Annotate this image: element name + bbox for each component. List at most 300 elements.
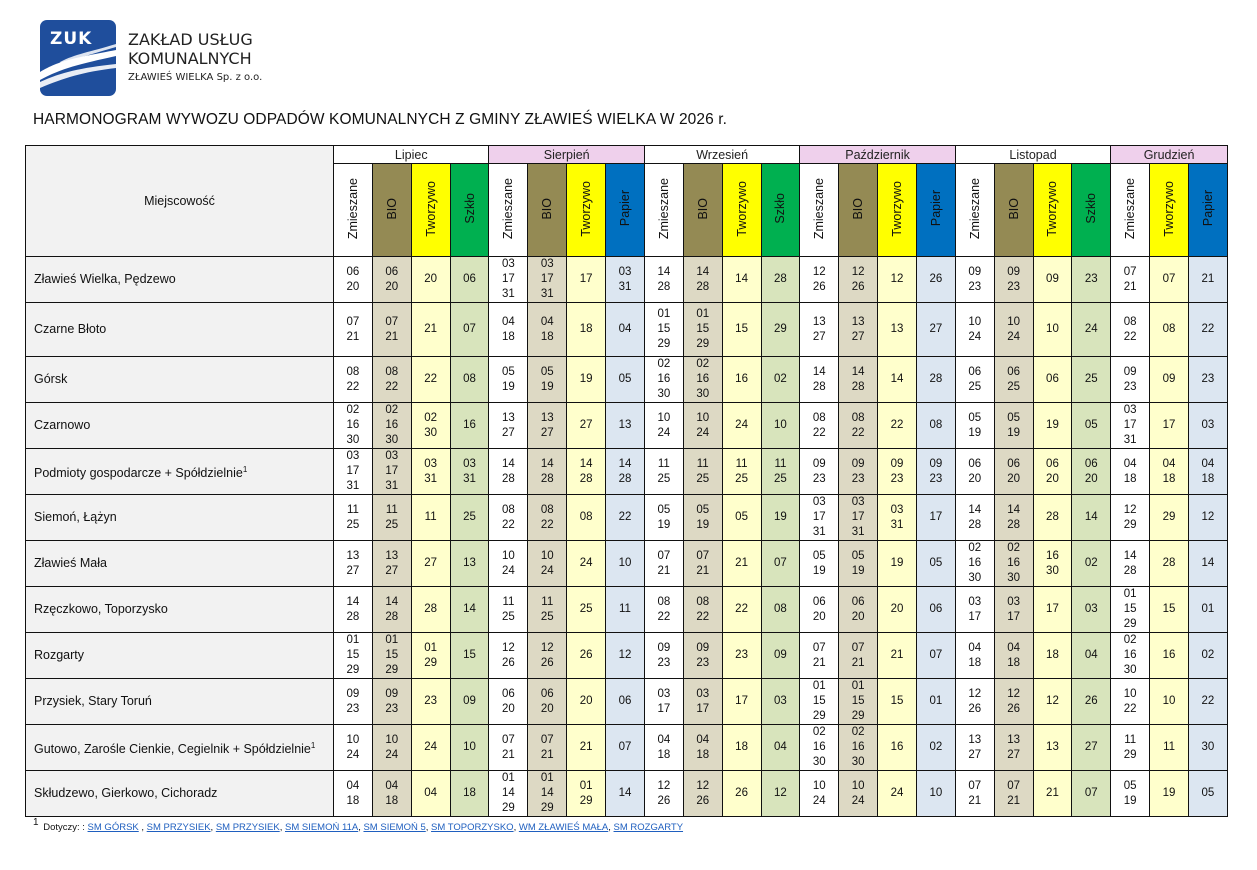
- pickup-day: 27: [385, 564, 399, 577]
- location-header: Miejscowość: [26, 146, 334, 257]
- date-cell-mixed: [334, 449, 373, 495]
- date-cell-bio: [839, 357, 878, 403]
- pickup-day: 23: [1123, 380, 1137, 393]
- location-name: Przysiek, Stary Toruń: [34, 694, 152, 708]
- pickup-day: 16: [851, 741, 865, 753]
- pickup-day: 25: [346, 518, 360, 531]
- pickup-day: 25: [657, 472, 671, 485]
- date-cell-bio: [994, 587, 1033, 633]
- pickup-day: 28: [502, 472, 515, 485]
- waste-type-header-plastic: [1150, 164, 1189, 257]
- date-cell-paper: [606, 679, 645, 725]
- date-cell-glass: [1072, 587, 1111, 633]
- pickup-day: 10: [540, 549, 554, 562]
- date-cell-bio: [372, 303, 411, 357]
- pickup-day: 23: [812, 472, 826, 485]
- date-cell-mixed: [489, 771, 528, 817]
- date-cell-mixed: [800, 495, 839, 541]
- date-cell-bio: [839, 679, 878, 725]
- pickup-day: 19: [579, 373, 593, 385]
- pickup-day: 05: [929, 557, 943, 569]
- pickup-day: 20: [812, 610, 826, 623]
- pickup-day: 28: [696, 280, 710, 293]
- pickup-day: 12: [502, 641, 515, 654]
- pickup-day: 06: [1046, 373, 1059, 385]
- pickup-day: 16: [657, 373, 671, 385]
- pickup-day: 17: [929, 511, 943, 523]
- pickup-day: 19: [968, 426, 982, 439]
- pickup-day: 23: [696, 656, 710, 669]
- date-cell-mixed: [955, 587, 994, 633]
- pickup-day: 02: [385, 404, 399, 416]
- date-cell-mixed: [489, 541, 528, 587]
- pickup-day: 21: [696, 564, 710, 577]
- pickup-day: 19: [1162, 787, 1176, 799]
- date-cell-mixed: [489, 633, 528, 679]
- pickup-day: 03: [968, 595, 982, 608]
- pickup-day: 31: [812, 526, 826, 538]
- pickup-day: 27: [968, 748, 982, 761]
- date-cell-mixed: [800, 357, 839, 403]
- pickup-day: 06: [1007, 457, 1020, 470]
- date-cell-paper: [606, 587, 645, 633]
- pickup-day: 28: [1123, 564, 1137, 577]
- pickup-day: 15: [385, 649, 399, 661]
- pickup-day: 16: [463, 419, 476, 431]
- pickup-day: 01: [579, 779, 593, 792]
- pickup-day: 19: [1123, 794, 1137, 807]
- pickup-day: 07: [1162, 273, 1176, 285]
- date-cell-bio: [994, 633, 1033, 679]
- pickup-day: 17: [346, 465, 360, 477]
- company-line-1: ZAKŁAD USŁUG: [128, 30, 253, 49]
- pickup-day: 30: [1201, 741, 1215, 753]
- pickup-day: 06: [618, 695, 632, 707]
- pickup-day: 02: [812, 726, 826, 738]
- date-cell-paper: [1188, 679, 1227, 725]
- footnote-link[interactable]: SM SIEMOŃ 11A: [284, 822, 359, 833]
- date-cell-plastic: [411, 725, 450, 771]
- date-cell-plastic: [722, 541, 761, 587]
- date-cell-plastic: [1150, 725, 1189, 771]
- pickup-day: 18: [735, 741, 748, 753]
- date-cell-paper: [916, 495, 955, 541]
- pickup-day: 01: [851, 680, 865, 692]
- pickup-day: 07: [774, 557, 787, 569]
- date-cell-paper: [606, 771, 645, 817]
- pickup-day: 23: [929, 472, 943, 485]
- date-cell-mixed: [800, 403, 839, 449]
- date-cell-plastic: [411, 257, 450, 303]
- waste-type-label: Zmieszane: [967, 177, 982, 240]
- date-cell-glass: [761, 541, 800, 587]
- date-cell-mixed: [644, 725, 683, 771]
- date-cell-mixed: [644, 403, 683, 449]
- pickup-day: 13: [851, 315, 865, 328]
- date-cell-bio: [994, 303, 1033, 357]
- date-cell-plastic: [878, 303, 917, 357]
- date-cell-paper: [1188, 633, 1227, 679]
- date-cell-glass: [1072, 679, 1111, 725]
- pickup-day: 12: [1123, 503, 1137, 516]
- footnote-link[interactable]: SM SIEMOŃ 5: [363, 822, 426, 833]
- date-cell-paper: [606, 303, 645, 357]
- pickup-day: 31: [424, 472, 438, 485]
- footnote-link[interactable]: SM PRZYSIEK: [146, 822, 211, 833]
- pickup-day: 07: [502, 733, 515, 746]
- pickup-day: 09: [696, 641, 710, 654]
- pickup-day: 13: [812, 315, 826, 328]
- pickup-day: 17: [735, 695, 748, 707]
- date-cell-bio: [683, 587, 722, 633]
- date-cell-mixed: [489, 257, 528, 303]
- pickup-day: 07: [540, 733, 554, 746]
- waste-type-label: Szkło: [773, 193, 788, 224]
- date-cell-bio: [372, 495, 411, 541]
- month-header: Grudzień: [1111, 146, 1228, 164]
- date-cell-mixed: [489, 587, 528, 633]
- date-cell-glass: [761, 725, 800, 771]
- waste-type-label: Tworzywo: [734, 180, 749, 237]
- pickup-day: 31: [851, 526, 865, 538]
- logo-text: ZUK: [50, 29, 93, 49]
- pickup-day: 03: [812, 496, 826, 508]
- pickup-day: 14: [1201, 557, 1215, 569]
- pickup-day: 31: [890, 518, 904, 531]
- pickup-day: 09: [657, 641, 671, 654]
- pickup-day: 21: [1123, 280, 1137, 293]
- pickup-day: 26: [851, 280, 865, 293]
- table-row: [26, 303, 1228, 357]
- pickup-day: 23: [424, 695, 438, 707]
- pickup-day: 26: [735, 787, 748, 799]
- footnote-link[interactable]: SM PRZYSIEK: [215, 822, 280, 833]
- date-cell-mixed: [334, 679, 373, 725]
- pickup-day: 14: [385, 595, 399, 608]
- pickup-day: 21: [385, 330, 399, 343]
- pickup-day: 05: [1123, 779, 1137, 792]
- location-name: Rzęczkowo, Toporzysko: [34, 602, 168, 616]
- date-cell-glass: [450, 541, 489, 587]
- location-cell: [26, 587, 334, 633]
- pickup-day: 16: [1046, 549, 1059, 562]
- date-cell-bio: [839, 449, 878, 495]
- pickup-day: 22: [618, 511, 632, 523]
- pickup-day: 21: [1046, 787, 1059, 799]
- date-cell-glass: [1072, 495, 1111, 541]
- pickup-day: 14: [540, 787, 554, 799]
- pickup-day: 13: [1046, 741, 1059, 753]
- footnote-link[interactable]: SM TOPORZYSKO: [431, 822, 514, 833]
- pickup-day: 23: [346, 702, 360, 715]
- pickup-day: 15: [812, 695, 826, 707]
- pickup-day: 25: [579, 603, 593, 615]
- date-cell-plastic: [411, 303, 450, 357]
- pickup-day: 28: [774, 273, 787, 285]
- pickup-day: 10: [502, 549, 515, 562]
- pickup-day: 24: [696, 426, 710, 439]
- pickup-day: 26: [1007, 702, 1020, 715]
- pickup-day: 23: [385, 702, 399, 715]
- date-cell-paper: [1188, 257, 1227, 303]
- pickup-day: 17: [540, 273, 554, 285]
- date-cell-mixed: [800, 587, 839, 633]
- pickup-day: 16: [1162, 649, 1176, 661]
- pickup-day: 12: [696, 779, 710, 792]
- pickup-day: 07: [696, 549, 710, 562]
- date-cell-paper: [916, 587, 955, 633]
- pickup-day: 27: [579, 419, 593, 431]
- pickup-day: 10: [774, 419, 787, 431]
- location-cell: [26, 633, 334, 679]
- pickup-day: 12: [774, 787, 787, 799]
- date-cell-paper: [606, 495, 645, 541]
- table-row: [26, 679, 1228, 725]
- pickup-day: 03: [851, 496, 865, 508]
- footnote-link[interactable]: WM ZŁAWIEŚ MAŁA: [518, 822, 609, 833]
- date-cell-paper: [606, 257, 645, 303]
- pickup-day: 14: [502, 787, 515, 799]
- footnote: 1 Dotyczy: : SM GÓRSK , SM PRZYSIEK, SM PRZYSIEK, SM SIEMOŃ 11A, SM SIEMOŃ 5, SM TOPORZYSKO, WM ZŁAWIEŚ MAŁA, SM ROZGARTY: [33, 817, 684, 833]
- date-cell-mixed: [955, 725, 994, 771]
- pickup-day: 07: [851, 641, 865, 654]
- date-cell-mixed: [644, 257, 683, 303]
- date-cell-paper: [1188, 495, 1227, 541]
- pickup-day: 07: [812, 641, 826, 654]
- pickup-day: 31: [540, 288, 554, 300]
- pickup-day: 22: [812, 426, 826, 439]
- date-cell-bio: [994, 403, 1033, 449]
- footnote-ref: 1: [242, 464, 248, 474]
- pickup-day: 21: [735, 557, 748, 569]
- pickup-day: 16: [968, 557, 982, 569]
- pickup-day: 05: [502, 365, 515, 378]
- pickup-day: 24: [540, 564, 554, 577]
- pickup-day: 02: [696, 358, 710, 370]
- pickup-day: 14: [735, 273, 748, 285]
- pickup-day: 29: [1123, 748, 1137, 761]
- date-cell-paper: [606, 357, 645, 403]
- date-cell-bio: [683, 403, 722, 449]
- pickup-day: 27: [1007, 748, 1020, 761]
- pickup-day: 04: [502, 315, 515, 328]
- pickup-day: 08: [385, 365, 399, 378]
- pickup-day: 06: [1046, 457, 1059, 470]
- pickup-day: 03: [346, 450, 360, 462]
- pickup-day: 29: [1123, 618, 1137, 630]
- date-cell-mixed: [334, 587, 373, 633]
- location-name: Rozgarty: [34, 648, 85, 662]
- pickup-day: 11: [541, 595, 554, 608]
- date-cell-paper: [606, 449, 645, 495]
- pickup-day: 16: [1123, 649, 1137, 661]
- pickup-day: 16: [812, 741, 826, 753]
- pickup-day: 13: [346, 549, 360, 562]
- date-cell-bio: [839, 587, 878, 633]
- date-cell-glass: [450, 679, 489, 725]
- date-cell-plastic: [1033, 257, 1072, 303]
- pickup-day: 24: [579, 557, 593, 569]
- pickup-day: 03: [1007, 595, 1020, 608]
- table-row: [26, 495, 1228, 541]
- pickup-day: 14: [851, 365, 865, 378]
- pickup-day: 05: [1007, 411, 1020, 424]
- pickup-day: 01: [502, 772, 515, 784]
- pickup-day: 14: [618, 787, 632, 799]
- pickup-day: 10: [346, 733, 360, 746]
- pickup-day: 26: [1084, 695, 1098, 707]
- date-cell-mixed: [1111, 449, 1150, 495]
- pickup-day: 14: [1123, 549, 1137, 562]
- pickup-day: 12: [1007, 687, 1020, 700]
- pickup-day: 11: [502, 595, 515, 608]
- date-cell-mixed: [334, 771, 373, 817]
- date-cell-plastic: [722, 771, 761, 817]
- footnote-link[interactable]: SM ROZGARTY: [613, 822, 684, 833]
- date-cell-mixed: [489, 725, 528, 771]
- pickup-day: 24: [1084, 323, 1098, 335]
- date-cell-glass: [761, 257, 800, 303]
- date-cell-bio: [528, 449, 567, 495]
- date-cell-plastic: [1150, 357, 1189, 403]
- date-cell-plastic: [567, 303, 606, 357]
- waste-type-header-bio: [994, 164, 1033, 257]
- date-cell-bio: [528, 725, 567, 771]
- pickup-day: 17: [502, 273, 515, 285]
- pickup-day: 20: [579, 695, 593, 707]
- date-cell-mixed: [1111, 725, 1150, 771]
- waste-type-header-paper: [606, 164, 645, 257]
- pickup-day: 31: [346, 480, 360, 492]
- pickup-day: 07: [929, 649, 943, 661]
- pickup-day: 07: [968, 779, 982, 792]
- date-cell-bio: [994, 257, 1033, 303]
- location-name: Gutowo, Zarośle Cienkie, Cegielnik + Spółdzielnie: [34, 742, 311, 757]
- pickup-day: 29: [657, 338, 671, 350]
- pickup-day: 30: [851, 756, 865, 768]
- pickup-day: 28: [579, 472, 593, 485]
- date-cell-paper: [916, 679, 955, 725]
- date-cell-mixed: [334, 725, 373, 771]
- pickup-day: 07: [1007, 779, 1020, 792]
- pickup-day: 01: [696, 308, 710, 320]
- date-cell-plastic: [1033, 771, 1072, 817]
- pickup-day: 20: [1007, 472, 1020, 485]
- date-cell-plastic: [1033, 403, 1072, 449]
- company-name: [128, 30, 262, 85]
- date-cell-plastic: [1033, 679, 1072, 725]
- location-cell: [26, 771, 334, 817]
- pickup-day: 04: [540, 315, 554, 328]
- pickup-day: 15: [657, 323, 671, 335]
- date-cell-mixed: [800, 303, 839, 357]
- pickup-day: 16: [696, 373, 710, 385]
- pickup-day: 26: [657, 794, 671, 807]
- date-cell-glass: [761, 449, 800, 495]
- pickup-day: 18: [346, 794, 360, 807]
- pickup-day: 11: [424, 511, 437, 523]
- waste-type-header-plastic: [1033, 164, 1072, 257]
- footnote-marker: 1: [33, 817, 39, 828]
- date-cell-paper: [1188, 587, 1227, 633]
- date-cell-paper: [916, 633, 955, 679]
- pickup-day: 22: [540, 518, 554, 531]
- date-cell-glass: [761, 303, 800, 357]
- waste-type-header-glass: [1072, 164, 1111, 257]
- date-cell-bio: [683, 679, 722, 725]
- date-cell-plastic: [567, 257, 606, 303]
- pickup-day: 01: [346, 634, 360, 646]
- date-cell-plastic: [722, 587, 761, 633]
- pickup-day: 20: [851, 610, 865, 623]
- pickup-day: 11: [735, 457, 748, 470]
- pickup-day: 17: [851, 511, 865, 523]
- date-cell-glass: [450, 587, 489, 633]
- location-name: Górsk: [34, 372, 68, 386]
- date-cell-paper: [1188, 449, 1227, 495]
- pickup-day: 02: [657, 358, 671, 370]
- date-cell-bio: [683, 725, 722, 771]
- date-cell-glass: [450, 403, 489, 449]
- location-name: Skłudzewo, Gierkowo, Cichoradz: [34, 786, 218, 800]
- pickup-day: 02: [1201, 649, 1215, 661]
- pickup-day: 29: [1162, 511, 1176, 523]
- pickup-day: 17: [696, 702, 710, 715]
- date-cell-bio: [683, 771, 722, 817]
- pickup-day: 06: [812, 595, 826, 608]
- date-cell-paper: [916, 449, 955, 495]
- pickup-day: 11: [1163, 741, 1176, 753]
- pickup-day: 22: [1123, 702, 1137, 715]
- pickup-day: 04: [346, 779, 360, 792]
- pickup-day: 19: [657, 518, 671, 531]
- month-header: Lipiec: [334, 146, 489, 164]
- date-cell-bio: [839, 725, 878, 771]
- date-cell-bio: [528, 403, 567, 449]
- waste-type-header-paper: [916, 164, 955, 257]
- pickup-day: 06: [463, 273, 476, 285]
- table-row: [26, 541, 1228, 587]
- pickup-day: 12: [968, 687, 982, 700]
- month-header-row: [26, 146, 1228, 164]
- date-cell-plastic: [1033, 303, 1072, 357]
- date-cell-bio: [372, 403, 411, 449]
- footnote-link[interactable]: SM GÓRSK: [87, 822, 139, 833]
- date-cell-bio: [372, 725, 411, 771]
- location-name: Zławieś Wielka, Pędzewo: [34, 272, 176, 286]
- date-cell-bio: [372, 357, 411, 403]
- pickup-day: 22: [735, 603, 748, 615]
- date-cell-bio: [528, 587, 567, 633]
- waste-type-label: Tworzywo: [579, 180, 594, 237]
- date-cell-plastic: [411, 495, 450, 541]
- pickup-day: 09: [385, 687, 399, 700]
- location-name: Podmioty gospodarcze + Spółdzielnie: [34, 466, 243, 481]
- pickup-day: 20: [385, 280, 399, 293]
- pickup-day: 29: [851, 710, 865, 722]
- date-cell-mixed: [1111, 257, 1150, 303]
- waste-type-header-bio: [839, 164, 878, 257]
- pickup-day: 04: [968, 641, 982, 654]
- location-cell: [26, 303, 334, 357]
- pickup-day: 28: [657, 280, 671, 293]
- date-cell-bio: [372, 679, 411, 725]
- pickup-day: 20: [1046, 472, 1059, 485]
- table-row: [26, 771, 1228, 817]
- pickup-day: 10: [385, 733, 399, 746]
- pickup-day: 20: [890, 603, 904, 615]
- date-cell-paper: [1188, 725, 1227, 771]
